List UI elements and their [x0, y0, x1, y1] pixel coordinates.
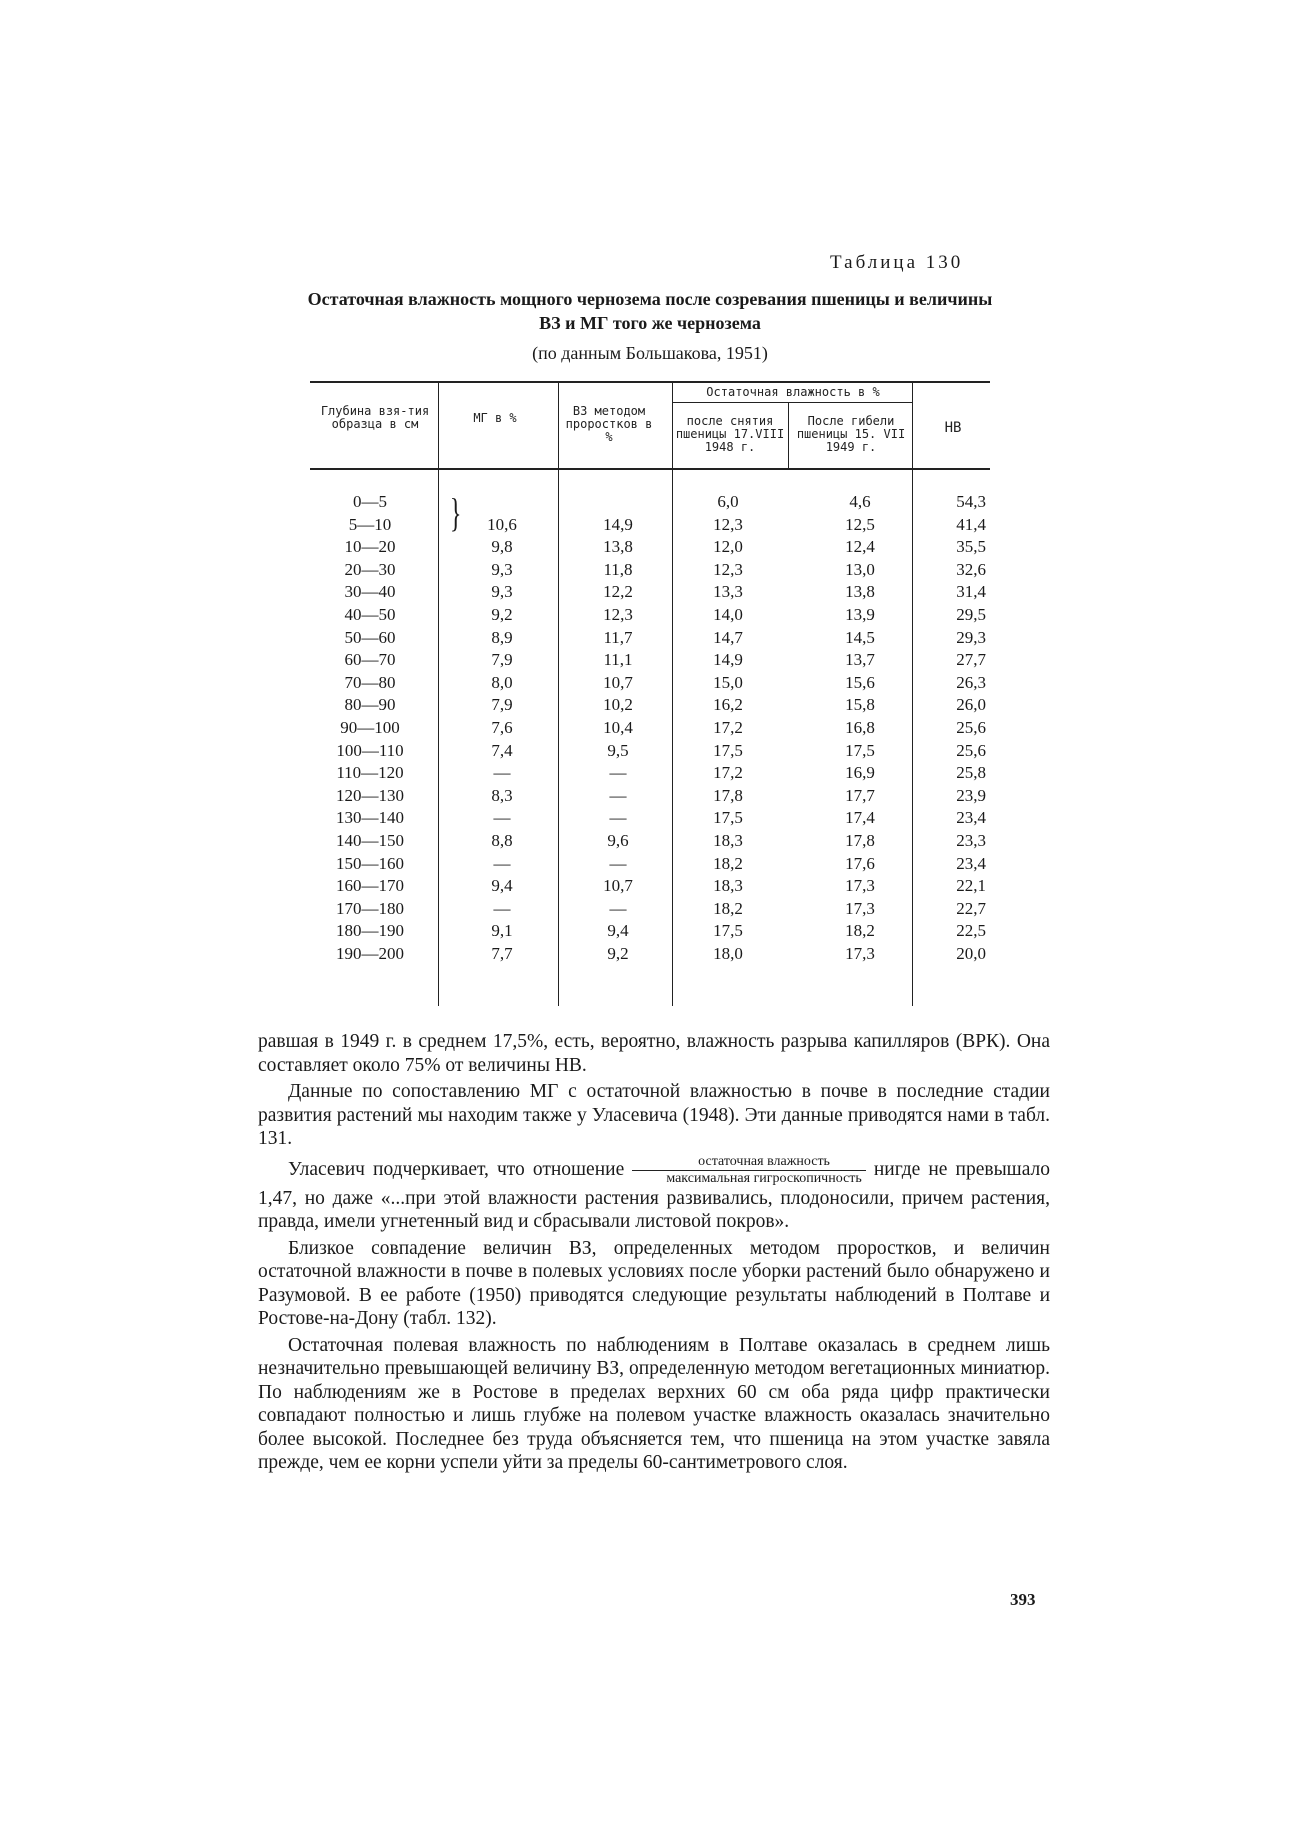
cell-b: 17,3 [845, 876, 875, 896]
paragraph-4: Близкое совпадение величин ВЗ, определенных методом проростков, и величин остаточной влажности в почве в полевых условиях после уборки растений было обнаружено и Разумовой. В ее работе (1950) приводятся следующие результаты наблюдений в Полтаве и Ростове-на-Дону (табл. 132). [258, 1237, 1050, 1329]
cell-vz: 10,2 [603, 695, 633, 715]
cell-depth: 20—30 [344, 559, 396, 579]
cell-nv: 29,3 [956, 627, 986, 647]
table-header-rule [310, 468, 990, 470]
cell-nv: 23,4 [956, 853, 986, 873]
paragraph-3 [258, 1154, 1050, 1234]
fraction-denominator: максимальная гигроскопичность [666, 1170, 862, 1186]
cell-nv: 29,5 [956, 605, 986, 624]
cell-a: 14,7 [713, 627, 743, 647]
cell-b: 17,3 [845, 898, 875, 918]
header-vz: ВЗ методом проростков в % [565, 404, 653, 444]
cell-vz: 9,4 [607, 921, 629, 941]
cell-mg: — [493, 853, 511, 873]
cell-mg: 7,4 [491, 740, 513, 760]
cell-depth: 190—200 [336, 944, 404, 963]
table-col-divider [438, 381, 439, 1006]
cell-mg: 9,4 [491, 876, 513, 896]
cell-b: 17,7 [845, 785, 875, 805]
cell-a: 12,3 [713, 514, 743, 534]
cell-nv: 25,6 [956, 740, 986, 760]
cell-b: 17,3 [845, 944, 875, 963]
cell-vz: 10,7 [603, 672, 633, 692]
cell-a: 16,2 [713, 695, 743, 715]
cell-mg: 7,7 [491, 944, 513, 963]
table-top-rule [310, 381, 990, 383]
cell-vz: 14,9 [603, 514, 633, 534]
cell-vz: 9,6 [607, 831, 629, 850]
cell-vz: 11,7 [603, 627, 633, 647]
header-after-harvest: после снятия пшеницы 17.VIII 1948 г. [675, 414, 785, 454]
paragraph-1: равшая в 1949 г. в среднем 17,5%, есть, вероятно, влажность разрыва капилляров (ВРК). Она составляет около 75% от величины НВ. [258, 1031, 1050, 1076]
cell-a: 13,3 [713, 582, 743, 602]
cell-depth: 30—40 [344, 582, 396, 602]
cell-b: 16,9 [845, 763, 875, 783]
body-text [258, 1030, 1050, 1478]
cell-nv: 22,5 [956, 921, 986, 941]
cell-depth: 110—120 [336, 763, 404, 783]
cell-a: 18,0 [713, 944, 743, 963]
merged-rows-brace: } [449, 490, 462, 535]
cell-vz: — [609, 763, 627, 783]
cell-mg: 9,1 [491, 921, 513, 941]
header-residual: Остаточная влажность в % [706, 385, 880, 399]
cell-depth: 10—20 [344, 537, 396, 557]
table-label: Таблица 130 [830, 252, 964, 273]
table-source: (по данным Большакова, 1951) [532, 343, 768, 363]
cell-mg: 9,2 [491, 605, 513, 624]
cell-nv: 54,3 [956, 492, 986, 511]
cell-a: 17,2 [713, 763, 743, 783]
cell-vz: 9,5 [607, 740, 629, 760]
cell-depth: 160—170 [336, 876, 404, 896]
cell-nv: 35,5 [956, 537, 986, 557]
paragraph-3-lead: Уласевич подчеркивает, что отношение [288, 1158, 625, 1180]
cell-depth: 180—190 [336, 921, 404, 941]
cell-nv: 41,4 [956, 514, 986, 534]
cell-depth: 140—150 [336, 831, 404, 850]
cell-nv: 22,1 [956, 876, 986, 896]
cell-a: 6,0 [717, 492, 739, 511]
cell-b: 17,8 [845, 831, 875, 850]
cell-nv: 31,4 [956, 582, 986, 602]
cell-depth: 130—140 [336, 808, 404, 828]
cell-a: 14,0 [713, 605, 743, 624]
cell-b: 17,5 [845, 740, 875, 760]
paragraph-3-rest: нигде не превышало 1,47, но даже «...при этой влажности растения развивались, плодоносили, причем растения, правда, имели угнетенный вид и сбрасывали листовой покров». [258, 1158, 1050, 1232]
paragraph-5: Остаточная полевая влажность по наблюдениям в Полтаве оказалась в среднем лишь незначительно превышающей величину ВЗ, определенную методом вегетационных миниатюр. По наблюдениям же в Ростове в пределах верхних 60 см оба ряда цифр практически совпадают полностью и лишь глубже на полевом участке влажность оказалась значительно более высокой. Последнее без труда объясняется тем, что пшеница на этом участке завяла прежде, чем ее корни успели уйти за пределы 60-сантиметрового слоя. [258, 1334, 1050, 1473]
cell-nv: 26,3 [956, 672, 986, 692]
cell-vz: 12,2 [603, 582, 633, 602]
cell-mg: 8,8 [491, 831, 513, 850]
cell-depth: 170—180 [336, 898, 404, 918]
header-depth: Глубина взя-тия образца в см [320, 404, 430, 431]
cell-a: 15,0 [713, 672, 743, 692]
cell-b: 17,4 [845, 808, 875, 828]
cell-mg: 8,9 [491, 627, 513, 647]
cell-b: 14,5 [845, 627, 875, 647]
cell-a: 17,5 [713, 921, 743, 941]
cell-mg: 9,3 [491, 582, 513, 602]
cell-b: 13,8 [845, 582, 875, 602]
cell-b: 4,6 [849, 492, 871, 511]
cell-mg: 8,0 [491, 672, 513, 692]
cell-a: 17,8 [713, 785, 743, 805]
cell-nv: 32,6 [956, 559, 986, 579]
fraction-numerator: остаточная влажность [632, 1154, 865, 1171]
cell-vz: — [609, 898, 627, 918]
cell-mg: — [493, 898, 511, 918]
cell-a: 12,0 [713, 537, 743, 557]
cell-vz: 9,2 [607, 944, 629, 963]
page-number: 393 [1010, 1590, 1036, 1609]
cell-vz: 13,8 [603, 537, 633, 557]
cell-b: 15,8 [845, 695, 875, 715]
cell-nv: 26,0 [956, 695, 986, 715]
cell-b: 18,2 [845, 921, 875, 941]
cell-a: 14,9 [713, 650, 743, 670]
cell-mg: 9,3 [491, 559, 513, 579]
cell-depth: 60—70 [344, 650, 396, 670]
cell-vz: — [609, 785, 627, 805]
cell-mg: 9,8 [491, 537, 513, 557]
table-col-divider [558, 381, 559, 1006]
cell-b: 12,4 [845, 537, 875, 557]
paragraph-2: Данные по сопоставлению МГ с остаточной влажностью в почве в последние стадии развития растений мы находим также у Уласевича (1948). Эти данные приводятся нами в табл. 131. [258, 1081, 1050, 1149]
cell-b: 12,5 [845, 514, 875, 534]
cell-a: 18,2 [713, 898, 743, 918]
cell-a: 12,3 [713, 559, 743, 579]
cell-mg: 7,6 [491, 718, 513, 737]
cell-nv: 27,7 [956, 650, 986, 670]
cell-nv: 23,3 [956, 831, 986, 850]
cell-mg: 7,9 [491, 695, 513, 715]
cell-nv: 23,9 [956, 785, 986, 805]
cell-depth: 80—90 [344, 695, 396, 715]
cell-nv: 20,0 [956, 944, 986, 963]
cell-mg: — [493, 763, 511, 783]
cell-a: 17,5 [713, 740, 743, 760]
cell-vz: 10,4 [603, 718, 633, 737]
cell-b: 17,6 [845, 853, 875, 873]
cell-vz: 11,1 [603, 650, 633, 670]
cell-depth: 120—130 [336, 785, 404, 805]
cell-b: 16,8 [845, 718, 875, 737]
cell-mg: 8,3 [491, 785, 513, 805]
cell-nv: 25,6 [956, 718, 986, 737]
table-title: Остаточная влажность мощного чернозема после созревания пшеницы и величины ВЗ и МГ того же чернозема [307, 289, 993, 333]
cell-a: 18,3 [713, 876, 743, 896]
cell-nv: 25,8 [956, 763, 986, 783]
cell-b: 13,0 [845, 559, 875, 579]
cell-vz: — [609, 808, 627, 828]
cell-nv: 23,4 [956, 808, 986, 828]
cell-a: 17,5 [713, 808, 743, 828]
header-nv: НВ [944, 420, 962, 436]
cell-mg: — [493, 808, 511, 828]
cell-vz: 12,3 [603, 605, 633, 624]
cell-b: 15,6 [845, 672, 875, 692]
cell-depth: 150—160 [336, 853, 404, 873]
cell-a: 17,2 [713, 718, 743, 737]
cell-nv: 22,7 [956, 898, 986, 918]
cell-depth: 5—10 [348, 514, 392, 534]
header-after-death: После гибели пшеницы 15. VII 1949 г. [796, 414, 906, 454]
cell-a: 18,3 [713, 831, 743, 850]
cell-vz: — [609, 853, 627, 873]
cell-depth: 50—60 [344, 627, 396, 647]
cell-b: 13,7 [845, 650, 875, 670]
cell-mg: 10,6 [487, 514, 517, 534]
cell-depth: 0—5 [353, 492, 387, 511]
cell-vz: 10,7 [603, 876, 633, 896]
table-col-divider [788, 402, 789, 468]
cell-depth: 100—110 [336, 740, 404, 760]
table-col-divider [672, 381, 673, 1006]
cell-vz: 11,8 [603, 559, 633, 579]
cell-depth: 40—50 [344, 605, 396, 624]
ratio-fraction [632, 1154, 865, 1187]
cell-depth: 70—80 [344, 672, 396, 692]
cell-b: 13,9 [845, 605, 875, 624]
header-mg: МГ в % [473, 411, 517, 425]
table-subheader-rule [672, 402, 912, 403]
cell-mg: 7,9 [491, 650, 513, 670]
cell-depth: 90—100 [340, 718, 400, 737]
cell-a: 18,2 [713, 853, 743, 873]
